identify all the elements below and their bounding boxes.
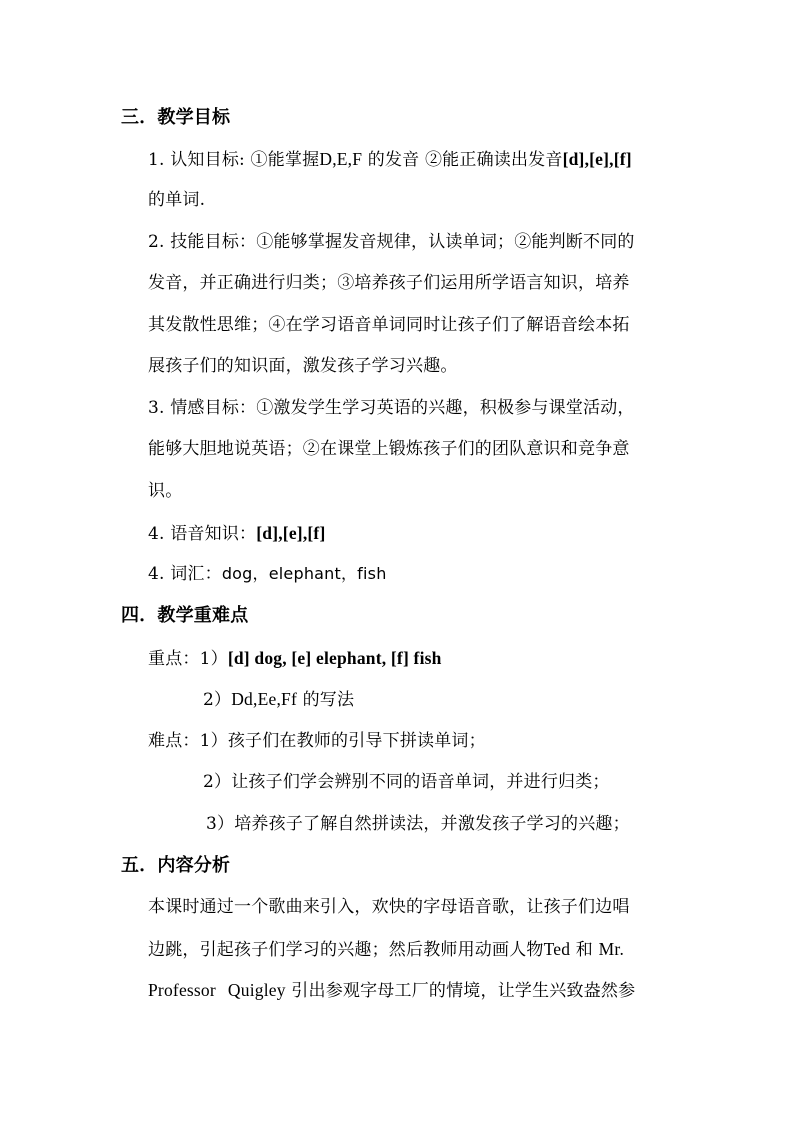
section-title-content-analysis: 五．内容分析 <box>121 855 231 876</box>
analysis-line-3-text: 引出参观字母工厂的情境，让学生兴致盎然参 <box>285 981 636 1001</box>
difficult-point-3: 3）培养孩子了解自然拼读法，并激发孩子学习的兴趣； <box>206 814 630 834</box>
objective-phonetics-value: [d],[e],[f] <box>256 523 326 543</box>
objective-cognitive-cont: 的单词. <box>148 190 206 210</box>
objective-cognitive <box>148 148 632 171</box>
analysis-character-ted: Ted <box>543 939 571 959</box>
analysis-line-3 <box>148 979 635 1002</box>
analysis-line-2-and: 和 <box>570 940 599 960</box>
objective-cognitive-text-b: 的发音 ②能正确读出发音 <box>362 150 563 170</box>
objective-emotion-line-3: 识。 <box>148 481 183 501</box>
difficult-point-1 <box>148 730 486 752</box>
objective-phonetics-label: 4. 语音知识： <box>148 524 257 544</box>
objective-cognitive-text-a: 1. 认知目标: ①能掌握 <box>148 150 320 170</box>
analysis-character-professor: Professor <box>148 980 216 1000</box>
objective-phonetics <box>148 522 325 545</box>
difficult-point-1-text: 孩子们在教师的引导下拼读单词； <box>227 731 486 751</box>
analysis-line-2 <box>148 938 624 961</box>
difficult-point-2: 2）让孩子们学会辨别不同的语音单词，并进行归类； <box>203 772 610 792</box>
objective-vocabulary-label: 4. 词汇： <box>148 564 222 584</box>
key-point-2-letters: Dd,Ee,Ff <box>231 689 297 709</box>
key-point-2-text: 的写法 <box>296 690 355 710</box>
key-point-1 <box>148 647 442 670</box>
key-point-1-text: [d] dog, [e] elephant, [f] fish <box>227 648 442 668</box>
key-point-label: 重点：1） <box>148 649 228 669</box>
analysis-line-2-text: 边跳，引起孩子们学习的兴趣；然后教师用动画人物 <box>148 940 544 960</box>
analysis-line-1: 本课时通过一个歌曲来引入，欢快的字母语音歌，让孩子们边唱 <box>148 897 630 917</box>
section-title-key-difficult: 四．教学重难点 <box>121 605 249 626</box>
key-point-2 <box>203 688 354 711</box>
objective-skill-line-2: 发音，并正确进行归类；③培养孩子们运用所学语言知识，培养 <box>148 273 630 293</box>
section-title-objectives: 三．教学目标 <box>121 107 231 128</box>
objective-cognitive-phonetics: [d],[e],[f] <box>562 149 632 169</box>
objective-skill-line-1: 2. 技能目标：①能够掌握发音规律，认读单词；②能判断不同的 <box>148 232 635 252</box>
difficult-point-label: 难点：1） <box>148 731 228 751</box>
objective-skill-line-4: 展孩子们的知识面，激发孩子学习兴趣。 <box>148 356 458 376</box>
objective-emotion-line-2: 能够大胆地说英语；②在课堂上锻炼孩子们的团队意识和竞争意 <box>148 439 630 459</box>
objective-skill-line-3: 其发散性思维；④在学习语音单词同时让孩子们了解语音绘本拓 <box>148 315 630 335</box>
objective-vocabulary-value: dog，elephant，fish <box>221 564 387 583</box>
objective-emotion-line-1: 3. 情感目标：①激发学生学习英语的兴趣，积极参与课堂活动， <box>148 398 635 418</box>
analysis-character-quigley: Quigley <box>227 980 286 1000</box>
analysis-character-mr: Mr. <box>598 939 625 959</box>
objective-vocabulary <box>148 563 387 585</box>
key-point-2-num: 2） <box>203 690 232 710</box>
objective-cognitive-letters: D,E,F <box>319 149 363 169</box>
